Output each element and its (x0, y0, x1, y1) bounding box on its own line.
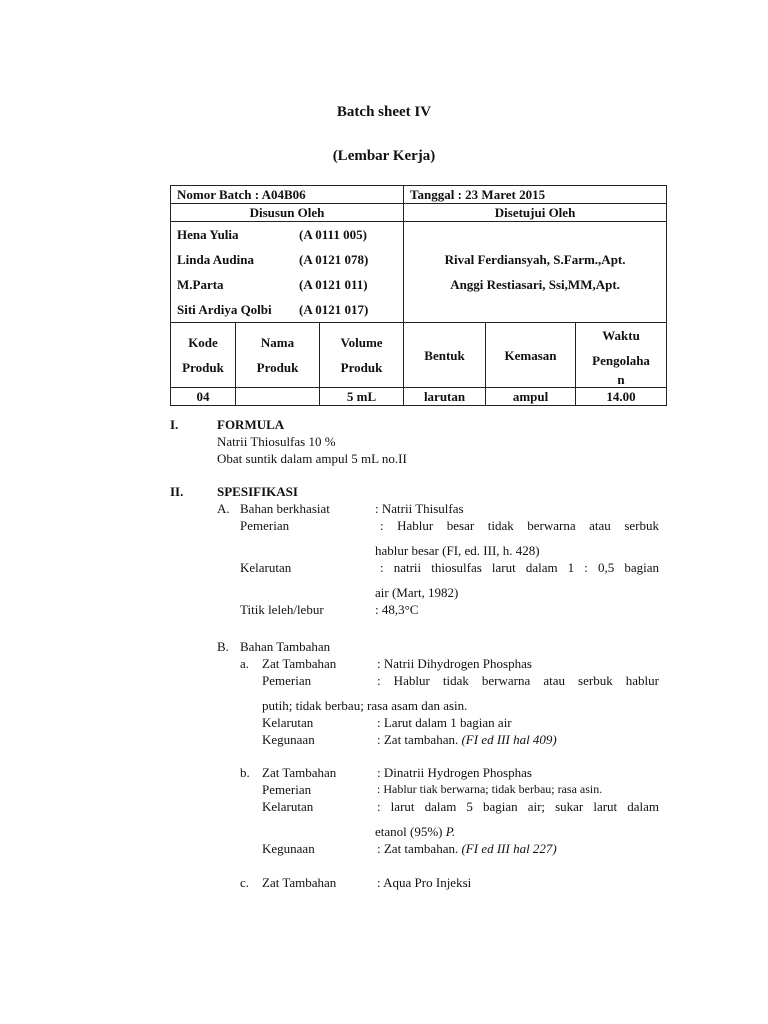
author-row (177, 272, 397, 297)
tanggal: Tanggal : 23 Maret 2015 (404, 186, 667, 204)
subsection-b-title: Bahan Tambahan (240, 639, 331, 654)
item-c-value: : Aqua Pro Injeksi (377, 875, 472, 890)
item-b-kegunaan-value (377, 841, 557, 857)
item-c-label: Zat Tambahan (262, 875, 337, 890)
pemerian-text-line1: : Hablur besar tidak berwarna atau serbuk (380, 518, 659, 533)
table-row (171, 388, 667, 406)
pemerian-label: Pemerian (240, 518, 290, 533)
header-waktu-l1: Waktu (602, 328, 640, 343)
item-a-pemerian-line2: putih; tidak berbau; rasa asam dan asin. (262, 698, 468, 713)
item-a-kegunaan-text: : Zat tambahan. (377, 732, 462, 747)
approvers-cell (404, 222, 667, 323)
disetujui-oleh-header: Disetujui Oleh (404, 204, 667, 222)
item-b-kelarutan-p: P. (445, 824, 456, 839)
page-subtitle: (Lembar Kerja) (332, 148, 436, 164)
item-b-mark: b. (240, 765, 250, 780)
author-name: Siti Ardiya Qolbi (177, 302, 272, 317)
author-name: Linda Audina (177, 252, 254, 267)
author-id: (A 0121 078) (299, 252, 369, 267)
item-b-pemerian-value: : Hablur tiak berwarna; tidak berbau; rasa asin. (377, 782, 603, 796)
header-nama-produk (236, 323, 320, 388)
item-a-kelarutan-label: Kelarutan (262, 715, 314, 730)
cell-kode: 04 (171, 388, 236, 406)
pemerian-text-line2: hablur besar (FI, ed. III, h. 428) (375, 543, 540, 558)
nomor-batch: Nomor Batch : A04B06 (171, 186, 404, 204)
item-b-pemerian-label: Pemerian (262, 782, 312, 797)
header-kemasan: Kemasan (486, 323, 576, 388)
subsection-a-mark: A. (217, 501, 230, 516)
header-bentuk: Bentuk (404, 323, 486, 388)
item-b-kelarutan-text: etanol (95%) (375, 824, 446, 839)
item-b-label: Zat Tambahan (262, 765, 337, 780)
cell-volume: 5 mL (320, 388, 404, 406)
cell-bentuk: larutan (404, 388, 486, 406)
item-b-value: : Dinatrii Hydrogen Phosphas (377, 765, 532, 780)
item-c-mark: c. (240, 875, 250, 890)
author-name: Hena Yulia (177, 227, 239, 242)
cell-waktu: 14.00 (576, 388, 667, 406)
titik-leleh-value: : 48,3°C (375, 602, 419, 617)
item-b-kegunaan-label: Kegunaan (262, 841, 315, 856)
header-kode-l1: Kode (188, 335, 218, 350)
author-id: (A 0121 011) (299, 277, 368, 292)
header-waktu-l3: n (617, 372, 625, 387)
authors-cell (171, 222, 404, 323)
author-id: (A 0111 005) (299, 227, 367, 242)
item-b-kelarutan-line2 (375, 824, 455, 840)
item-a-kegunaan-ref: (FI ed III hal 409) (461, 732, 557, 747)
header-nama-l2: Produk (256, 360, 299, 375)
item-a-kegunaan-label: Kegunaan (262, 732, 315, 747)
section-1-number: I. (170, 417, 179, 432)
kelarutan-label: Kelarutan (240, 560, 292, 575)
header-nama-l1: Nama (260, 335, 295, 350)
item-b-kelarutan-label: Kelarutan (262, 799, 314, 814)
item-a-mark: a. (240, 656, 250, 671)
item-a-value: : Natrii Dihydrogen Phosphas (377, 656, 532, 671)
author-row (177, 297, 397, 322)
item-a-pemerian-label: Pemerian (262, 673, 312, 688)
header-waktu-pengolahan (576, 323, 667, 388)
kelarutan-text-line1: : natrii thiosulfas larut dalam 1 : 0,5 bagian (380, 560, 659, 575)
subsection-b-mark: B. (217, 639, 229, 654)
disusun-oleh-header: Disusun Oleh (171, 204, 404, 222)
subsection-a-value: : Natrii Thisulfas (375, 501, 464, 516)
item-a-pemerian-line1: : Hablur tidak berwarna atau serbuk hablur (377, 673, 659, 688)
approver: Rival Ferdiansyah, S.Farm.,Apt. (444, 252, 626, 267)
titik-leleh-label: Titik leleh/lebur (240, 602, 324, 617)
item-a-kegunaan-value (377, 732, 557, 748)
approver: Anggi Restiasari, Ssi,MM,Apt. (450, 277, 620, 292)
subsection-a-title: Bahan berkhasiat (240, 501, 330, 516)
kelarutan-text-line2: air (Mart, 1982) (375, 585, 459, 600)
header-volume-l1: Volume (340, 335, 383, 350)
item-b-kegunaan-ref: (FI ed III hal 227) (461, 841, 557, 856)
item-b-kelarutan-line1: : larut dalam 5 bagian air; sukar larut dalam (377, 799, 659, 814)
section-2-number: II. (170, 484, 184, 499)
header-kode-l2: Produk (182, 360, 224, 375)
author-row (177, 247, 397, 272)
section-2-heading: SPESIFIKASI (217, 484, 298, 499)
author-name: M.Parta (177, 277, 224, 292)
cell-nama (236, 388, 320, 406)
section-1-heading: FORMULA (217, 417, 285, 432)
formula-line: Obat suntik dalam ampul 5 mL no.II (217, 451, 407, 466)
author-id: (A 0121 017) (299, 302, 369, 317)
author-row (177, 222, 397, 247)
cell-kemasan: ampul (486, 388, 576, 406)
header-volume-produk (320, 323, 404, 388)
header-kode-produk (171, 323, 236, 388)
page-title: Batch sheet IV (336, 104, 432, 120)
batch-table (170, 185, 667, 406)
item-a-kelarutan-value: : Larut dalam 1 bagian air (377, 715, 512, 730)
formula-line: Natrii Thiosulfas 10 % (217, 434, 336, 449)
header-volume-l2: Produk (340, 360, 383, 375)
item-b-kegunaan-text: : Zat tambahan. (377, 841, 462, 856)
item-a-label: Zat Tambahan (262, 656, 337, 671)
header-waktu-l2: Pengolaha (592, 353, 650, 368)
